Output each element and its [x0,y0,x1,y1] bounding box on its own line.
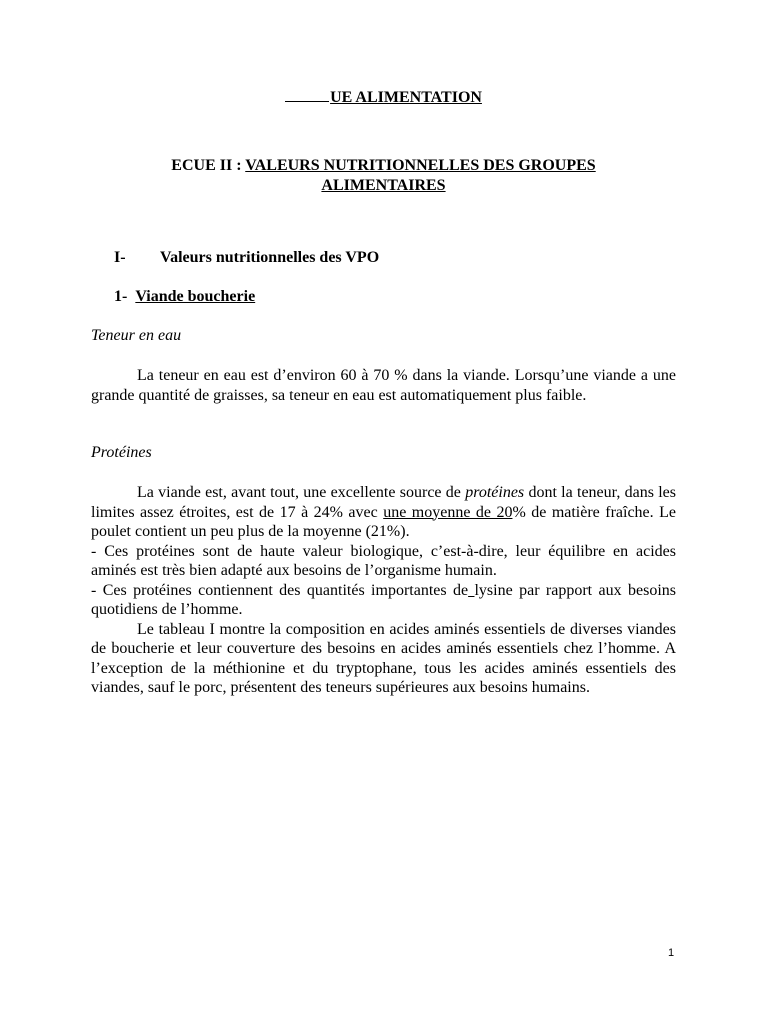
proteines-paragraph-3: - Ces protéines contiennent des quantités importantes de lysine par rapport aux besoins quotidiens de l’homme. [91,581,676,618]
subtitle-prefix: ECUE II : [171,157,246,174]
proteines-emphasis: protéines [465,484,525,501]
moyenne-underline: une moyenne de 20 [383,503,513,521]
subsection-number: 1- [114,288,128,305]
document-subtitle [91,156,676,196]
document-page [91,0,676,1024]
proteines-block [91,483,676,698]
section-title: Valeurs nutritionnelles des VPO [160,249,380,266]
proteines-paragraph-2: - Ces protéines sont de haute valeur biologique, c’est-à-dire, leur équilibre en acides aminés est très bien adapté aux besoins de l’organisme humain. [91,542,676,579]
document-title: UE ALIMENTATION [91,86,676,108]
section-heading [114,248,379,268]
page-number: 1 [668,947,675,959]
teneur-heading: Teneur en eau [91,327,182,344]
teneur-paragraph: La teneur en eau est d’environ 60 à 70 % dans la viande. Lorsqu’une viande a une grande quantité de graisses, sa teneur en eau est automatiquement plus faible. [91,367,676,404]
title-underline-lead [285,86,329,102]
subsection-title: Viande boucherie [135,288,256,305]
subtitle-line2: ALIMENTAIRES [321,177,446,194]
proteines-heading: Protéines [91,444,152,461]
subsection-heading [114,287,255,307]
section-number: I- [114,249,126,266]
subtitle-line1: VALEURS NUTRITIONNELLES DES GROUPES [245,157,596,174]
proteines-paragraph-1: La viande est, avant tout, une excellente source de protéines dont la teneur, dans les limites assez étroites, est de 17 à 24% avec une moyenne de 20% de matière fraîche. Le poulet contient un peu plus de la moyenne (21%). [91,484,677,540]
proteines-paragraph-4: Le tableau I montre la composition en acides aminés essentiels de diverses viandes de boucherie et leur couverture des besoins en acides aminés essentiels chez l’homme. A l’exception de la méthionine et du tryptophane, tous les acides aminés essentiels des viandes, sauf le porc, présentent des teneurs supérieures aux besoins humains. [91,620,676,696]
